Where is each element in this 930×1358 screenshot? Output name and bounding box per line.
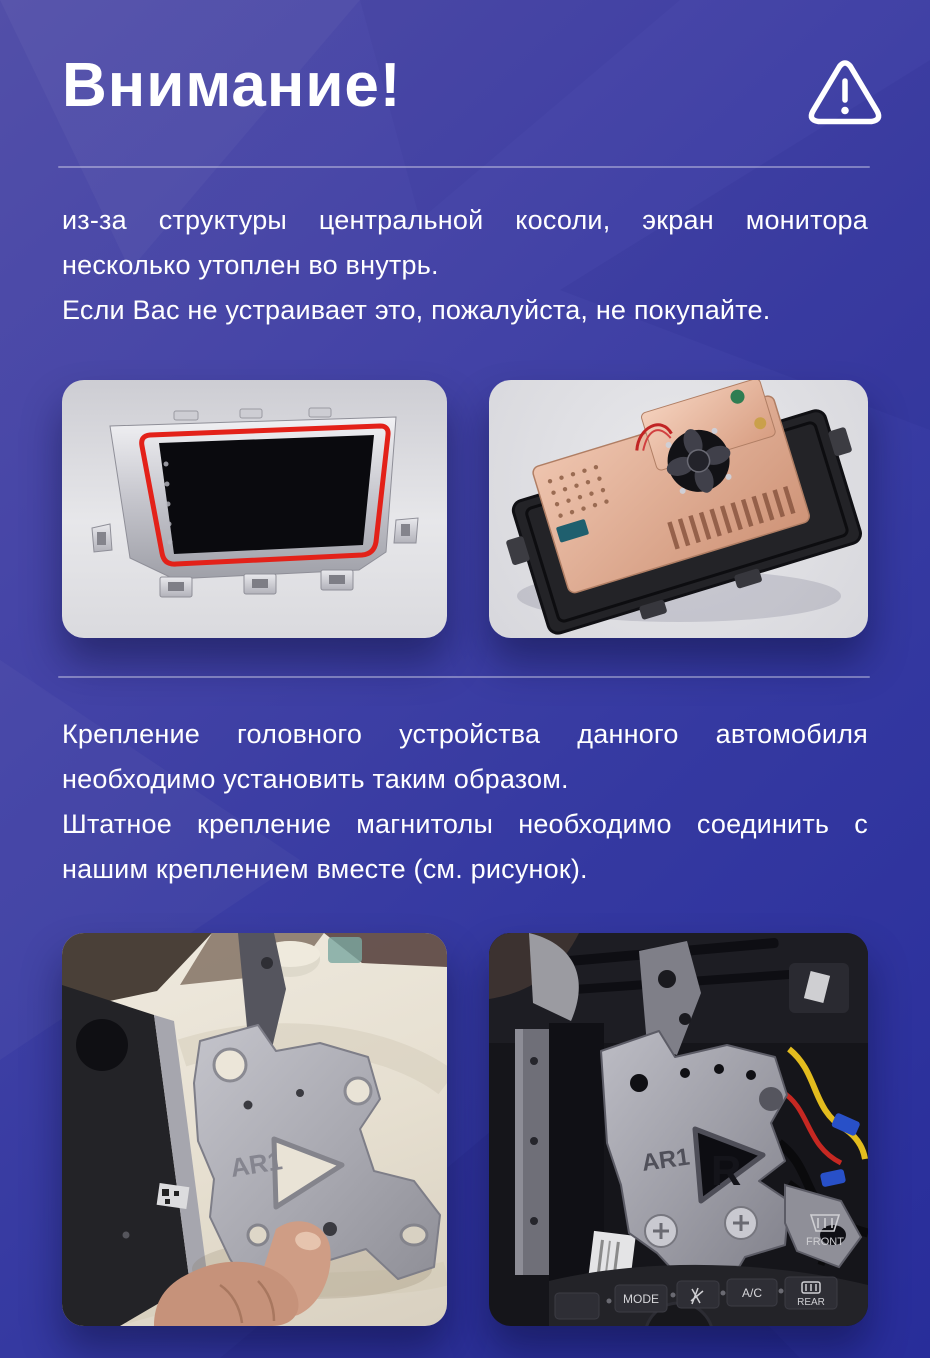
photo-bracket-in-hand xyxy=(62,933,447,1326)
phillips-screw xyxy=(725,1207,757,1239)
intro-text xyxy=(62,198,868,333)
page-title: Внимание! xyxy=(62,51,402,120)
front-label-text: FRONT xyxy=(806,1236,844,1248)
rear-label-text: REAR xyxy=(797,1297,825,1308)
mounting-text xyxy=(62,712,868,892)
mounting-paragraph-1: Крепление головного устройства данного автомобиля необходимо установить таким образом. xyxy=(62,719,868,794)
bracket-stamp-text: AR1 xyxy=(228,1145,285,1183)
ac-button-label: A/C xyxy=(741,1286,763,1300)
photo-bracket-installed xyxy=(489,933,868,1326)
photo-head-unit-back xyxy=(489,380,868,638)
climate-panel xyxy=(549,1265,868,1326)
installed-bracket-r-mark: R xyxy=(711,1147,742,1194)
top-clips xyxy=(174,408,331,420)
head-unit-front-illustration xyxy=(62,380,447,638)
intro-paragraph-1: из-за структуры центральной косоли, экран монитора несколько утоплен во внутрь. xyxy=(62,205,868,280)
installed-bracket-stamp-text: AR1 xyxy=(640,1143,692,1177)
divider-under-gallery xyxy=(58,676,870,678)
mounting-paragraph-2: Штатное крепление магнитолы необходимо соединить с нашим креплением вместе (см. рисунок). xyxy=(62,809,868,884)
yellow-wire xyxy=(789,1049,865,1159)
mode-button-label: MODE xyxy=(623,1292,659,1306)
intro-paragraph-2: Если Вас не устраивает это, пожалуйста, не покупайте. xyxy=(62,295,771,325)
bracket-in-hand-illustration xyxy=(62,933,447,1326)
warning-triangle-icon xyxy=(806,58,884,128)
bracket-installed-illustration xyxy=(489,933,868,1326)
screen xyxy=(159,435,374,554)
divider-under-title xyxy=(58,166,870,168)
head-unit-edge xyxy=(62,985,208,1326)
photo-head-unit-front xyxy=(62,380,447,638)
head-unit-back-illustration xyxy=(489,380,868,638)
installed-bracket xyxy=(601,1031,861,1287)
phillips-screw xyxy=(645,1215,677,1247)
